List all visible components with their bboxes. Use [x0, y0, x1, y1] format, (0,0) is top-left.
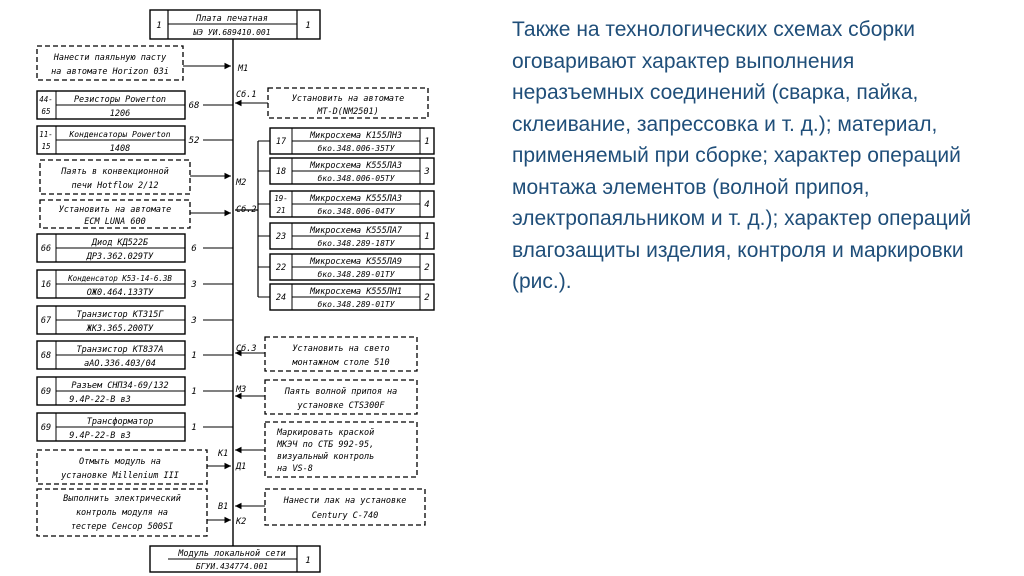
- top-item-qty: 1: [305, 21, 311, 31]
- left-part-diode: [37, 234, 233, 262]
- svg-text:Микросхема К555ЛА7: Микросхема К555ЛА7: [309, 226, 403, 236]
- svg-text:1: 1: [191, 423, 197, 433]
- svg-text:бко.348.289-01ТУ: бко.348.289-01ТУ: [317, 300, 395, 309]
- left-part-transistor-kt315: [37, 306, 233, 334]
- stage-sb1: Сб.1: [236, 90, 257, 100]
- svg-text:на VS-8: на VS-8: [277, 464, 313, 474]
- svg-text:печи Hotflow 2/12: печи Hotflow 2/12: [71, 181, 159, 191]
- svg-text:2: 2: [424, 263, 430, 273]
- svg-text:16: 16: [40, 280, 52, 290]
- svg-text:Установить на автомате: Установить на автомате: [58, 205, 172, 215]
- left-part-resistors: [37, 91, 233, 119]
- svg-text:52: 52: [188, 136, 200, 146]
- svg-text:23: 23: [275, 232, 287, 242]
- stage-sb2: Сб.2: [236, 205, 257, 215]
- svg-text:1: 1: [191, 387, 197, 397]
- svg-text:бко.348.006-05ТУ: бко.348.006-05ТУ: [317, 174, 395, 183]
- svg-text:Паять в конвекционной: Паять в конвекционной: [61, 167, 169, 177]
- right-part-k155ln3: [258, 128, 434, 154]
- bottom-item-code: БГУИ.434774.001: [195, 562, 269, 571]
- svg-text:на автомате Horizon 03i: на автомате Horizon 03i: [51, 67, 169, 77]
- left-part-transistor-kt837: [37, 341, 233, 369]
- right-part-k555la7: [258, 223, 434, 249]
- svg-text:3: 3: [191, 280, 197, 290]
- svg-text:Транзистор КТ315Г: Транзистор КТ315Г: [76, 310, 164, 320]
- op-wash-module: [37, 450, 231, 484]
- svg-text:3: 3: [424, 167, 430, 177]
- svg-text:4: 4: [424, 200, 430, 210]
- svg-text:Микросхема К555ЛА9: Микросхема К555ЛА9: [309, 257, 403, 267]
- svg-text:MT-D(NM2501): MT-D(NM2501): [317, 107, 379, 117]
- svg-text:11-: 11-: [39, 130, 53, 139]
- svg-text:67: 67: [40, 316, 52, 326]
- svg-text:Паять волной припоя на: Паять волной припоя на: [284, 387, 398, 397]
- top-item-code: ЫЭ УИ.689410.001: [193, 28, 271, 37]
- svg-text:Нанести паяльную пасту: Нанести паяльную пасту: [53, 53, 167, 63]
- svg-text:Транзистор КТ837А: Транзистор КТ837А: [76, 345, 164, 355]
- right-part-k555la3-a: [258, 158, 434, 184]
- svg-text:бко.348.289-01ТУ: бко.348.289-01ТУ: [317, 270, 395, 279]
- svg-text:69: 69: [40, 387, 52, 397]
- svg-text:контроль модуля на: контроль модуля на: [75, 508, 169, 518]
- op-wave-soldering: [235, 380, 417, 414]
- svg-text:19-: 19-: [274, 194, 288, 203]
- stage-m1: М1: [238, 64, 249, 74]
- svg-text:Century C-740: Century C-740: [311, 511, 379, 521]
- svg-text:6: 6: [191, 244, 197, 254]
- svg-text:Конденсаторы Powerton: Конденсаторы Powerton: [69, 130, 171, 139]
- left-part-connector: [37, 377, 233, 405]
- right-part-k555ln1: [258, 284, 434, 310]
- svg-text:МКЭЧ по СТБ 992-95,: МКЭЧ по СТБ 992-95,: [277, 440, 375, 450]
- top-item-name: Плата печатная: [196, 14, 268, 24]
- svg-text:18: 18: [275, 167, 287, 177]
- svg-text:69: 69: [40, 423, 52, 433]
- svg-text:Диод КД522Б: Диод КД522Б: [91, 238, 149, 248]
- bottom-item-name: Модуль локальной сети: [178, 549, 286, 559]
- stage-m2: М2: [236, 178, 247, 188]
- stage-d1: Д1: [236, 462, 247, 472]
- svg-text:Микросхема К555ЛА3: Микросхема К555ЛА3: [309, 161, 403, 171]
- svg-text:Трансформатор: Трансформатор: [86, 417, 154, 427]
- svg-text:1: 1: [424, 232, 430, 242]
- op-apply-paste: [37, 46, 231, 80]
- svg-text:Установить на автомате: Установить на автомате: [291, 94, 405, 104]
- svg-text:Микросхема К555ЛА3: Микросхема К555ЛА3: [309, 194, 403, 204]
- svg-text:Микросхема К555ЛН1: Микросхема К555ЛН1: [309, 287, 403, 297]
- svg-text:Нанести лак на установке: Нанести лак на установке: [283, 496, 407, 506]
- left-part-capacitors: [37, 126, 233, 154]
- stage-sb3: Сб.3: [236, 344, 257, 354]
- svg-text:15: 15: [41, 142, 51, 151]
- svg-text:установке Millenium III: установке Millenium III: [61, 471, 179, 481]
- svg-text:Установить на свето: Установить на свето: [292, 344, 390, 354]
- svg-text:бко.348.006-04ТУ: бко.348.006-04ТУ: [317, 207, 395, 216]
- svg-text:1206: 1206: [109, 109, 131, 119]
- svg-text:22: 22: [275, 263, 287, 273]
- svg-text:тестере Сенсор 500SI: тестере Сенсор 500SI: [70, 522, 174, 532]
- svg-text:1408: 1408: [109, 144, 131, 154]
- op-electrical-test: [37, 489, 231, 536]
- description-text: Также на технологических схемах сборки оговаривают характер выполнения неразъемных соединений (сварка, пайка, склеивание, запрессовка и т. д.); материал, применяемый при сборке; характер операций монтажа элементов (волной припоя, электропаяльником и т. д.); характер операций влагозащиты изделия, контроля и маркировки (рис.).: [512, 18, 972, 293]
- svg-text:установке CTS300F: установке CTS300F: [297, 401, 385, 411]
- svg-text:68: 68: [40, 351, 52, 361]
- svg-text:17: 17: [275, 137, 287, 147]
- left-part-capacitor-k53: [37, 270, 233, 298]
- svg-text:Микросхема К155ЛН3: Микросхема К155ЛН3: [309, 131, 403, 141]
- svg-text:9.4Р-22-В в3: 9.4Р-22-В в3: [69, 431, 131, 441]
- svg-text:2: 2: [424, 293, 430, 303]
- svg-text:визуальный контроль: визуальный контроль: [277, 452, 375, 462]
- svg-text:ЖК3.365.200ТУ: ЖК3.365.200ТУ: [86, 324, 154, 334]
- svg-text:Конденсатор К53-14-6.3В: Конденсатор К53-14-6.3В: [68, 274, 172, 283]
- svg-text:65: 65: [41, 107, 51, 116]
- svg-text:66: 66: [40, 244, 52, 254]
- bottom-item-box: [150, 546, 320, 572]
- op-marking: [235, 422, 417, 477]
- right-part-k555la3-b: [258, 191, 434, 217]
- stage-k1: К1: [218, 449, 229, 459]
- top-item-num: 1: [156, 21, 162, 31]
- svg-text:1: 1: [424, 137, 430, 147]
- op-apply-lacquer: [235, 489, 425, 525]
- op-install-table: [235, 337, 417, 371]
- svg-text:Отмыть модуль на: Отмыть модуль на: [79, 457, 161, 467]
- svg-text:аАО.336.403/04: аАО.336.403/04: [84, 359, 156, 369]
- svg-text:Разъем СНП34-69/132: Разъем СНП34-69/132: [71, 381, 169, 391]
- svg-text:1: 1: [191, 351, 197, 361]
- svg-text:44-: 44-: [39, 95, 53, 104]
- svg-text:9.4Р-22-В в3: 9.4Р-22-В в3: [69, 395, 131, 405]
- svg-text:бко.348.289-18ТУ: бко.348.289-18ТУ: [317, 239, 395, 248]
- svg-text:68: 68: [188, 101, 200, 111]
- bottom-item-qty: 1: [305, 556, 311, 566]
- svg-text:ОЖ0.464.133ТУ: ОЖ0.464.133ТУ: [86, 288, 154, 298]
- svg-text:24: 24: [275, 293, 287, 303]
- right-part-k555la9: [258, 254, 434, 280]
- svg-text:бко.348.006-35ТУ: бко.348.006-35ТУ: [317, 144, 395, 153]
- svg-text:ECM LUNA 600: ECM LUNA 600: [84, 217, 146, 227]
- svg-text:Маркировать краской: Маркировать краской: [277, 428, 375, 438]
- op-convection-soldering: [40, 160, 231, 194]
- stage-k2: К2: [236, 517, 247, 527]
- svg-text:21: 21: [276, 206, 286, 215]
- svg-text:Резисторы Powerton: Резисторы Powerton: [73, 95, 167, 105]
- op-install-mt: [235, 88, 428, 118]
- stage-m3: М3: [236, 385, 247, 395]
- op-install-ecm: [40, 200, 231, 228]
- top-item-box: [150, 10, 320, 39]
- stage-b1: В1: [218, 502, 229, 512]
- svg-text:Выполнить электрический: Выполнить электрический: [63, 494, 181, 504]
- svg-text:монтажном столе 510: монтажном столе 510: [292, 358, 390, 368]
- left-part-transformer: [37, 413, 233, 441]
- svg-text:3: 3: [191, 316, 197, 326]
- svg-text:ДРЗ.362.029ТУ: ДРЗ.362.029ТУ: [86, 252, 154, 262]
